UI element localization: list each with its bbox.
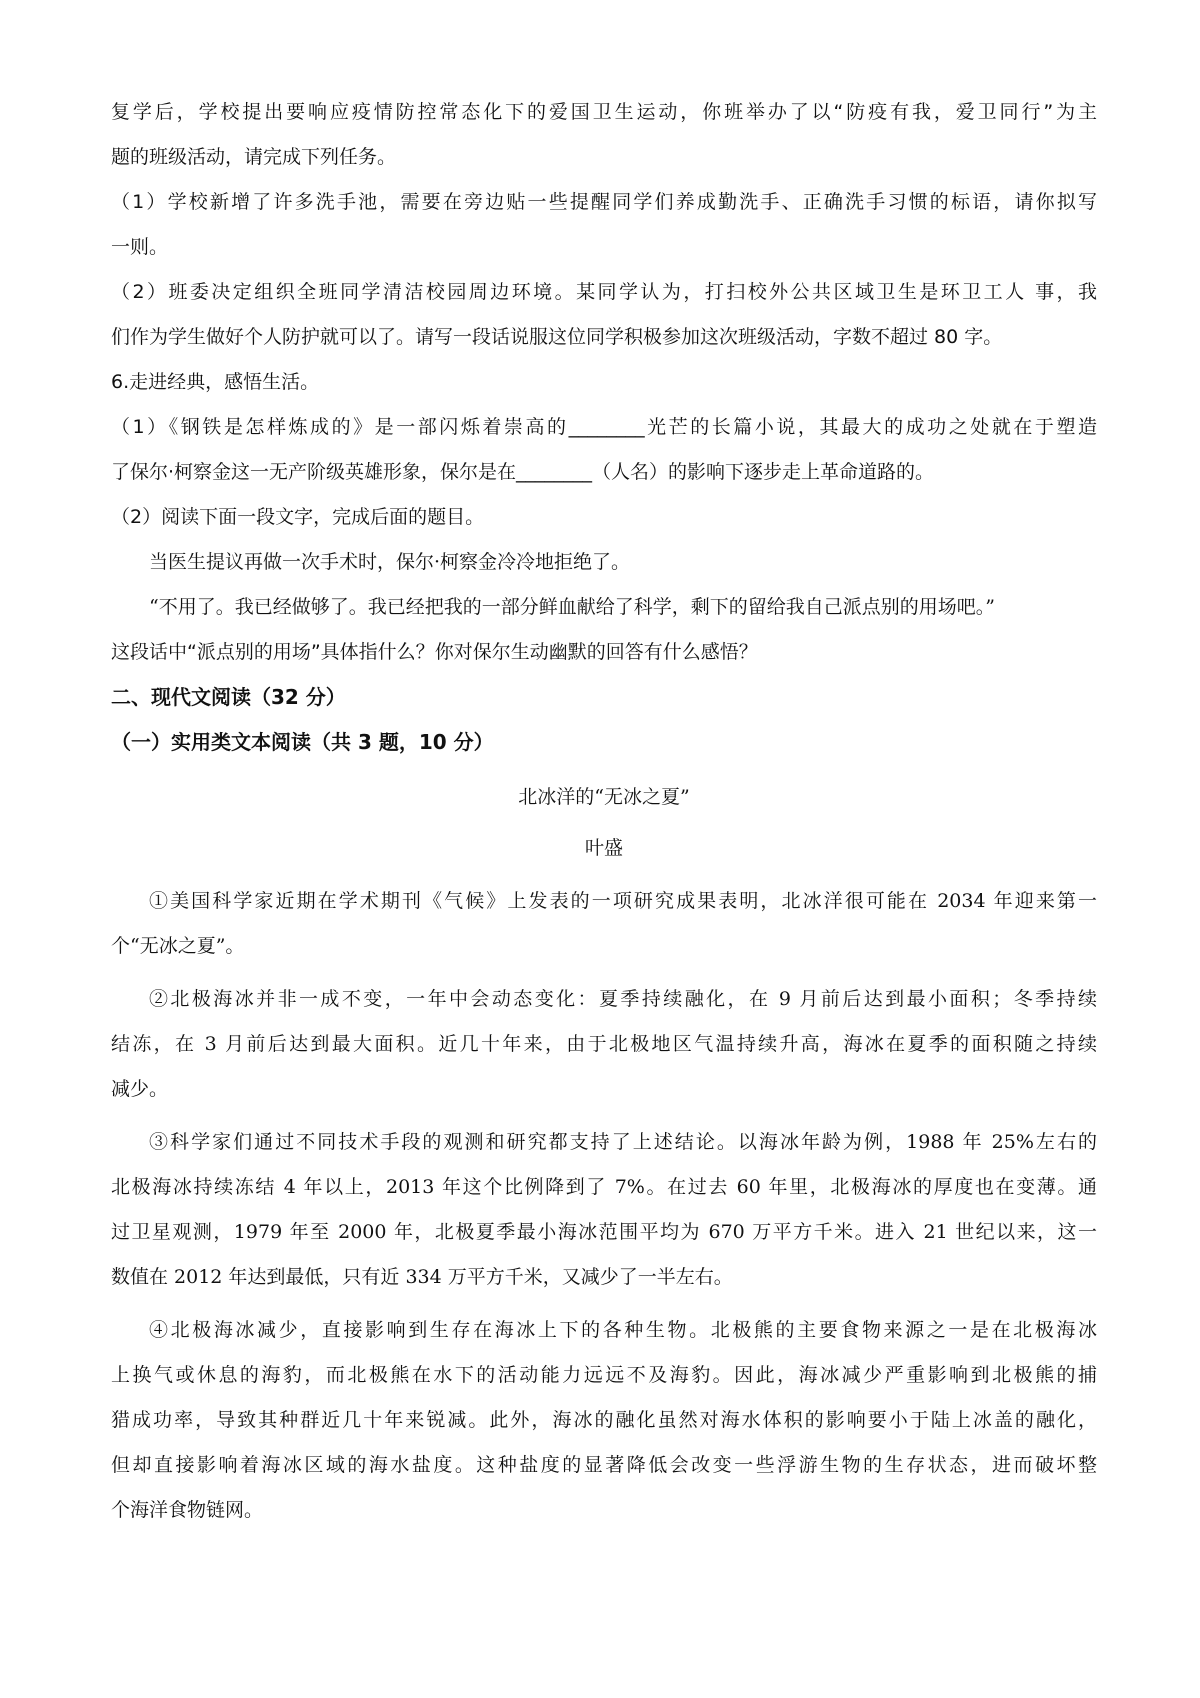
section-2 <box>111 675 1097 765</box>
question-6 <box>111 360 1097 675</box>
section-2-heading: 二、现代文阅读（32 分） <box>111 685 346 709</box>
task-1-line-2: 一则。 <box>111 236 169 258</box>
article-p1-line-1: ①美国科学家近期在学术期刊《气候》上发表的一项研究成果表明，北冰洋很可能在 2034 年迎来第一 <box>149 890 1097 912</box>
article-p2-line-3: 减少。 <box>111 1078 169 1100</box>
article-paragraph-3 <box>111 1120 1097 1300</box>
intro-line-2: 题的班级活动，请完成下列任务。 <box>111 146 397 168</box>
article-p3-line-3: 过卫星观测，1979 年至 2000 年，北极夏季最小海冰范围平均为 670 万平方千米。进入 21 世纪以来，这一 <box>111 1221 1097 1243</box>
article-paragraph-1 <box>111 879 1097 969</box>
task-2-line-1: （2）班委决定组织全班同学清洁校园周边环境。某同学认为，打扫校外公共区域卫生是环卫工人 事，我 <box>111 281 1097 303</box>
article-paragraph-4 <box>111 1308 1097 1533</box>
article-author: 叶盛 <box>584 837 623 859</box>
article-p2-line-2: 结冻，在 3 月前后达到最大面积。近几十年来，由于北极地区气温持续升高，海冰在夏季的面积随之持续 <box>111 1033 1097 1055</box>
article-p2-line-1: ②北极海冰并非一成不变，一年中会动态变化：夏季持续融化，在 9 月前后达到最小面积；冬季持续 <box>149 988 1097 1010</box>
article-p3-line-1: ③科学家们通过不同技术手段的观测和研究都支持了上述结论。以海冰年龄为例，1988 年 25%左右的 <box>149 1131 1097 1153</box>
exam-page <box>111 90 1097 1533</box>
question-6-part-1-line-1: （1）《钢铁是怎样炼成的》是一部闪烁着崇高的________光芒的长篇小说，其最大的成功之处就在于塑造 <box>111 416 1097 438</box>
section-2-subheading: （一）实用类文本阅读（共 3 题，10 分） <box>111 730 494 754</box>
article-p4-line-2: 上换气或休息的海豹，而北极熊在水下的活动能力远远不及海豹。因此，海冰减少严重影响到北极熊的捕 <box>111 1364 1097 1386</box>
task-1-line-1: （1）学校新增了许多洗手池，需要在旁边贴一些提醒同学们养成勤洗手、正确洗手习惯的标语，请你拟写 <box>111 191 1097 213</box>
excerpt-line-1: 当医生提议再做一次手术时，保尔·柯察金冷冷地拒绝了。 <box>149 551 631 573</box>
question-6-heading: 6.走进经典，感悟生活。 <box>111 371 320 393</box>
article-p4-line-1: ④北极海冰减少，直接影响到生存在海冰上下的各种生物。北极熊的主要食物来源之一是在北极海冰 <box>149 1319 1097 1341</box>
intro-paragraph <box>111 90 1097 180</box>
task-1 <box>111 180 1097 270</box>
question-6-part-1-line-2: 了保尔·柯察金这一无产阶级英雄形象，保尔是在________（人名）的影响下逐步走上革命道路的。 <box>111 461 935 483</box>
question-6-part-2: （2）阅读下面一段文字，完成后面的题目。 <box>111 506 485 528</box>
article-p3-line-4: 数值在 2012 年达到最低，只有近 334 万平方千米，又减少了一半左右。 <box>111 1266 733 1288</box>
article <box>111 775 1097 1533</box>
article-p4-line-3: 猎成功率，导致其种群近几十年来锐减。此外，海冰的融化虽然对海水体积的影响要小于陆上冰盖的融化， <box>111 1409 1097 1431</box>
article-p4-line-4: 但却直接影响着海冰区域的海水盐度。这种盐度的显著降低会改变一些浮游生物的生存状态，进而破坏整 <box>111 1454 1097 1476</box>
article-paragraph-2 <box>111 977 1097 1112</box>
article-p1-line-2: 个“无冰之夏”。 <box>111 935 245 957</box>
question-6-prompt: 这段话中“派点别的用场”具体指什么？你对保尔生动幽默的回答有什么感悟？ <box>111 641 758 663</box>
task-2-line-2: 们作为学生做好个人防护就可以了。请写一段话说服这位同学积极参加这次班级活动，字数不超过 80 字。 <box>111 326 1003 348</box>
excerpt-line-2: “不用了。我已经做够了。我已经把我的一部分鲜血献给了科学，剩下的留给我自己派点别的用场吧。” <box>149 596 995 618</box>
article-title: 北冰洋的“无冰之夏” <box>518 786 690 808</box>
article-p3-line-2: 北极海冰持续冻结 4 年以上，2013 年这个比例降到了 7%。在过去 60 年里，北极海冰的厚度也在变薄。通 <box>111 1176 1097 1198</box>
intro-line-1: 复学后，学校提出要响应疫情防控常态化下的爱国卫生运动，你班举办了以“防疫有我，爱卫同行”为主 <box>111 101 1097 123</box>
task-2 <box>111 270 1097 360</box>
article-p4-line-5: 个海洋食物链网。 <box>111 1499 264 1521</box>
